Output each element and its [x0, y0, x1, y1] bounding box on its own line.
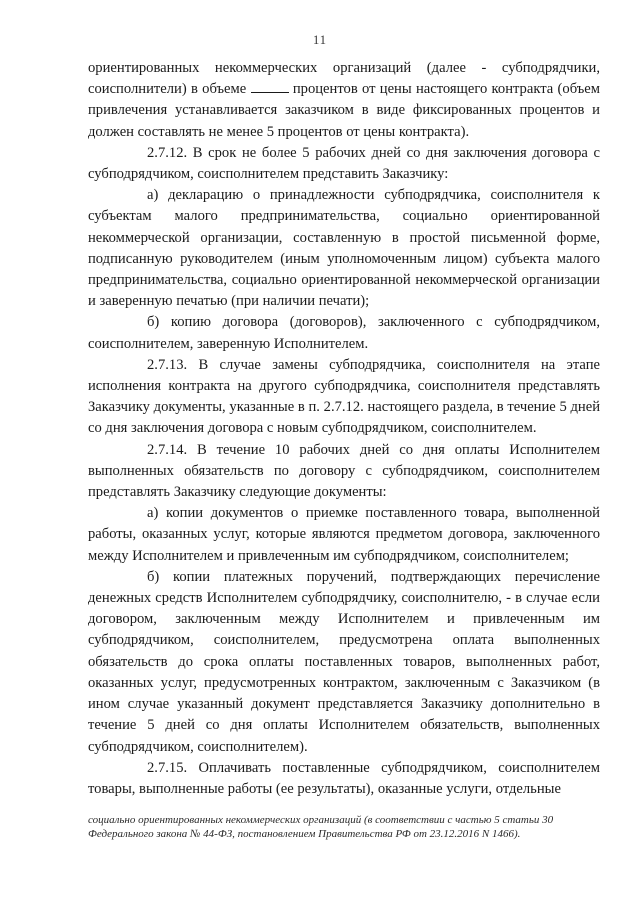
- clause-2-7-14: 2.7.14. В течение 10 рабочих дней со дня оплаты Исполнителем выполненных обязательств по договору с субподрядчиком, соисполнителем представлять Заказчику следующие документы:: [88, 441, 600, 501]
- paragraph-text: процентов от цены настоящего контракта (объем привлечения устанавливается заказчиком в виде фиксированных процентов и должен составлять не менее 5 процентов от цены контракта).: [88, 81, 601, 140]
- clause-2-7-12-item-a: а) декларацию о принадлежности субподрядчика, соисполнителя к субъектам малого предпринимательства, социально ориентированной некоммерческой организации, составленную в простой письменной форме, подписанную руководителем (иным уполномоченным лицом) субъекта малого предпринимательства, социально ориентированной некоммерческой организации и заверенную печатью (при наличии печати);: [88, 187, 600, 310]
- clause-2-7-14-item-b: б) копии платежных поручений, подтверждающих перечисление денежных средств Исполнителем субподрядчику, соисполнителю, - в случае если договором, заключенным между Исполнителем и привлеченным им субподрядчиком, соисполнителем, предусмотрена оплата выполненных обязательств до срока оплаты поставленных товаров, выполненных работ, оказанных услуг, предусмотренных контрактом, заключенным с Заказчиком (в ином случае указанный документ представляется Заказчику дополнительно в течение 5 дней со дня оплаты Исполнителем обязательств, выполненных субподрядчиком, соисполнителем).: [88, 568, 600, 755]
- paragraph-continuation: [88, 58, 600, 143]
- body-text: [88, 58, 600, 800]
- percentage-blank-line: [251, 80, 289, 93]
- footnote-line: социально ориентированных некоммерческих организаций (в соответствии с частью 5 статьи 30: [88, 814, 554, 826]
- paragraph-text: ориентированных некоммерческих организаций (далее - субподрядчики, соисполнители) в объеме: [88, 60, 600, 98]
- page-number: 11: [312, 33, 328, 47]
- clause-2-7-15: 2.7.15. Оплачивать поставленные субподрядчиком, соисполнителем товары, выполненные работы (ее результаты), оказанные услуги, отдельные: [88, 759, 600, 797]
- footnote-line: Федерального закона № 44-ФЗ, постановлением Правительства РФ от 23.12.2016 N 1466).: [88, 828, 521, 841]
- footnote: [88, 813, 600, 841]
- clause-2-7-12: 2.7.12. В срок не более 5 рабочих дней со дня заключения договора с субподрядчиком, соисполнителем представить Заказчику:: [88, 144, 600, 183]
- clause-2-7-12-item-b: б) копию договора (договоров), заключенного с субподрядчиком, соисполнителем, заверенную Исполнителем.: [88, 314, 600, 352]
- clause-2-7-13: 2.7.13. В случае замены субподрядчика, соисполнителя на этапе исполнения контракта на другого субподрядчика, соисполнителя представлять Заказчику документы, указанные в п. 2.7.12. настоящего раздела, в течение 5 дней со дня заключения договора с новым субподрядчиком, соисполнителем.: [88, 356, 600, 437]
- clause-2-7-14-item-a: а) копии документов о приемке поставленного товара, выполненной работы, оказанных услуг, которые являются предметом договора, заключенного между Исполнителем и привлеченным им субподрядчиком, соисполнителем;: [88, 505, 600, 564]
